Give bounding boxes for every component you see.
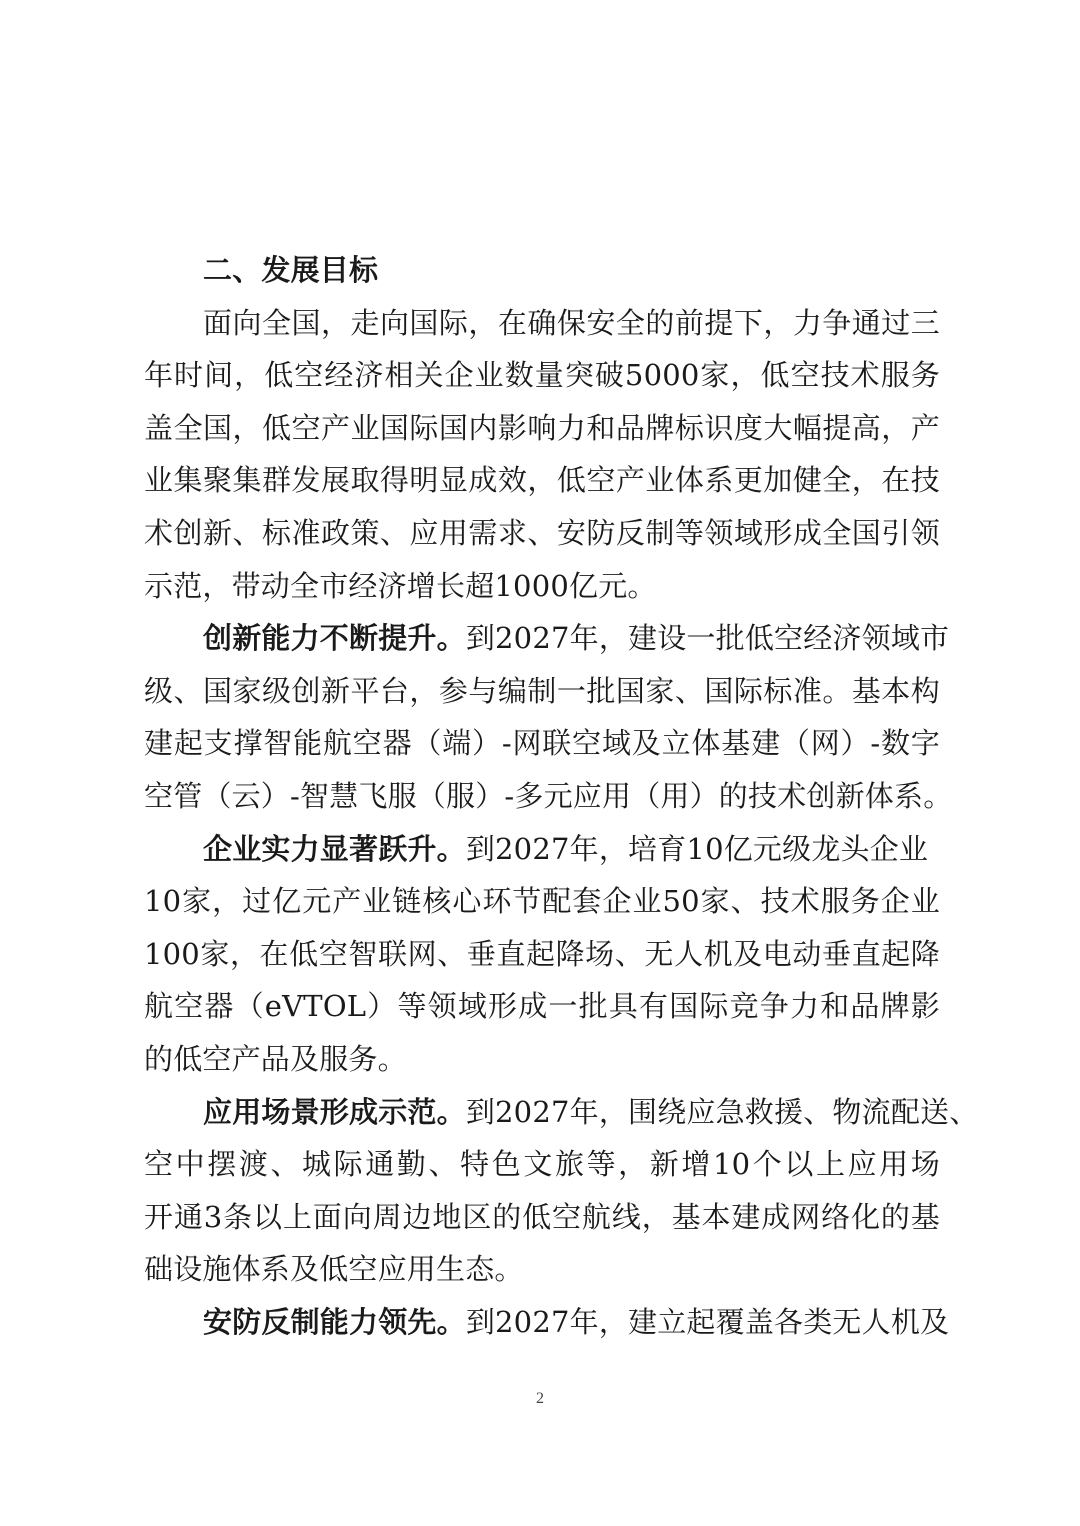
paragraph-line: 建起支撑智能航空器（端）-网联空域及立体基建（网）-数字 (144, 726, 940, 761)
section-heading: 二、发展目标 (203, 253, 379, 287)
paragraph-line: 的低空产品及服务。 (144, 1041, 407, 1076)
document-body (144, 244, 979, 1348)
enterprise-text: 到2027年，培育10亿元级龙头企业 (465, 831, 929, 866)
security-title: 安防反制能力领先。 (203, 1304, 466, 1339)
paragraph-line (144, 1086, 979, 1139)
page-number: 2 (536, 1390, 544, 1407)
paragraph-line: 年时间，低空经济相关企业数量突破5000家，低空技术服务 (144, 358, 940, 393)
paragraph-line (144, 823, 940, 876)
paragraph-line: 础设施体系及低空应用生态。 (144, 1252, 524, 1287)
security-text: 到2027年，建立起覆盖各类无人机及 (465, 1304, 950, 1339)
paragraph-line: 示范，带动全市经济增长超1000亿元。 (144, 568, 657, 603)
paragraph-line: 面向全国，走向国际，在确保安全的前提下，力争通过三 (203, 305, 940, 340)
paragraph-line: 空管（云）-智慧飞服（服）-多元应用（用）的技术创新体系。 (144, 778, 953, 813)
paragraph-line: 盖全国，低空产业国际国内影响力和品牌标识度大幅提高，产 (144, 410, 940, 445)
paragraph-line: 100家，在低空智联网、垂直起降场、无人机及电动垂直起降 (144, 936, 940, 971)
paragraph-line: 级、国家级创新平台，参与编制一批国家、国际标准。基本构 (144, 673, 940, 708)
paragraph-line: 航空器（eVTOL）等领域形成一批具有国际竞争力和品牌影 (144, 989, 940, 1024)
paragraph-line (144, 612, 950, 665)
paragraph-line: 10家，过亿元产业链核心环节配套企业50家、技术服务企业 (144, 884, 940, 919)
paragraph-line: 空中摆渡、城际通勤、特色文旅等，新增10个以上应用场 (144, 1147, 940, 1182)
innovation-text: 到2027年，建设一批低空经济领域市 (465, 621, 950, 656)
paragraph-line: 业集聚集群发展取得明显成效，低空产业体系更加健全，在技 (144, 463, 940, 498)
paragraph-line (144, 1296, 950, 1349)
application-text: 到2027年，围绕应急救援、物流配送、 (465, 1094, 979, 1129)
paragraph-line: 术创新、标准政策、应用需求、安防反制等领域形成全国引领 (144, 515, 940, 550)
application-title: 应用场景形成示范。 (203, 1094, 466, 1129)
enterprise-title: 企业实力显著跃升。 (203, 831, 466, 866)
paragraph-line: 开通3条以上面向周边地区的低空航线，基本建成网络化的基 (144, 1199, 940, 1234)
innovation-title: 创新能力不断提升。 (203, 621, 466, 656)
